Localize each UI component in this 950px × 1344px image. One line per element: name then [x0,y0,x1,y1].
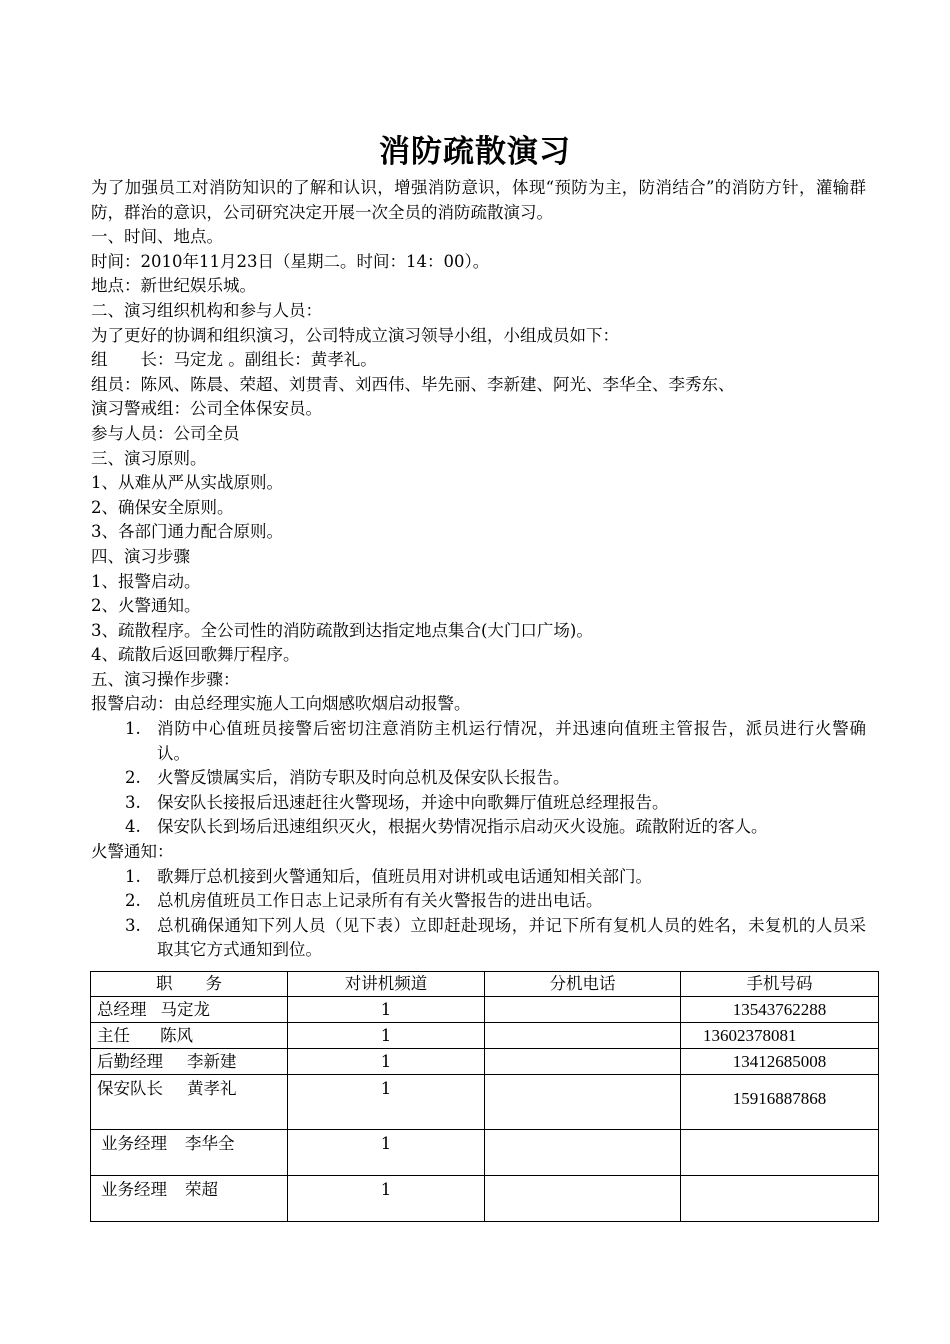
mobile-cell [681,1130,879,1176]
list-text: 消防中心值班员接警后密切注意消防主机运行情况，并迅速向值班主管报告，派员进行火警确认。 [157,719,866,763]
alarm-intro: 报警启动：由总经理实施人工向烟感吹烟启动报警。 [91,694,471,714]
channel-cell: 1 [288,1023,485,1049]
mobile-cell: 13412685008 [681,1049,879,1075]
alarm-step [91,766,866,791]
group-members: 组员：陈风、陈晨、荣超、刘贯青、刘西伟、毕先丽、李新建、阿光、李华全、李秀东、 [91,374,735,394]
channel-cell: 1 [288,997,485,1023]
table-row [91,1023,879,1049]
column-header-mobile: 手机号码 [681,972,879,997]
channel-cell: 1 [288,1049,485,1075]
role-cell: 业务经理 荣超 [91,1176,288,1222]
notify-step [91,914,866,963]
guard-group: 演习警戒组：公司全体保安员。 [91,399,322,419]
extension-cell [485,1075,681,1130]
list-number: 4. [125,817,141,837]
notify-step [91,889,866,914]
column-header-extension: 分机电话 [485,972,681,997]
section-3-heading: 三、演习原则。 [91,448,207,468]
extension-cell [485,997,681,1023]
role-cell: 保安队长 黄孝礼 [91,1075,288,1130]
step-item: 3、疏散程序。全公司性的消防疏散到达指定地点集合(大门口广场)。 [91,620,593,640]
role-cell: 主任 陈风 [91,1023,288,1049]
principle-item: 2、确保安全原则。 [91,497,234,517]
extension-cell [485,1176,681,1222]
list-number: 1. [125,719,141,739]
principle-item: 3、各部门通力配合原则。 [91,522,283,542]
mobile-cell: 13543762288 [681,997,879,1023]
table-row [91,1075,879,1130]
column-header-channel: 对讲机频道 [288,972,485,997]
notify-steps-list [91,865,866,963]
table-header-row [91,972,879,997]
section-4-heading: 四、演习步骤 [91,546,190,566]
list-text: 总机房值班员工作日志上记录所有有关火警报告的进出电话。 [157,891,603,911]
role-cell: 业务经理 李华全 [91,1130,288,1176]
extension-cell [485,1049,681,1075]
mobile-cell: 15916887868 [681,1075,879,1130]
participants: 参与人员：公司全员 [91,423,240,443]
list-text: 保安队长到场后迅速组织灭火，根据火势情况指示启动灭火设施。疏散附近的客人。 [157,817,768,837]
extension-cell [485,1130,681,1176]
principle-item: 1、从难从严从实战原则。 [91,473,283,493]
table-row [91,1176,879,1222]
contact-table [90,971,879,1222]
section-2-heading: 二、演习组织机构和参与人员： [91,300,322,320]
channel-cell: 1 [288,1176,485,1222]
extension-cell [485,1023,681,1049]
drill-place: 地点：新世纪娱乐城。 [91,276,256,296]
drill-time: 时间：2010年11月23日（星期二。时间：14：00）。 [91,251,490,271]
notify-step [91,865,866,890]
column-header-role: 职 务 [91,972,288,997]
list-text: 火警反馈属实后，消防专职及时向总机及保安队长报告。 [157,768,570,788]
list-text: 保安队长接报后迅速赶往火警现场，并途中向歌舞厅值班总经理报告。 [157,792,669,812]
channel-cell: 1 [288,1075,485,1130]
group-leaders: 组 长：马定龙 。副组长：黄孝礼。 [91,350,377,370]
mobile-cell: 13602378081 [681,1023,879,1049]
table-row [91,1049,879,1075]
document-title: 消防疏散演习 [379,134,571,170]
notify-heading: 火警通知： [91,842,174,862]
step-item: 2、火警通知。 [91,596,201,616]
channel-cell: 1 [288,1130,485,1176]
role-cell: 后勤经理 李新建 [91,1049,288,1075]
table-row [91,1130,879,1176]
role-cell: 总经理 马定龙 [91,997,288,1023]
alarm-steps-list [91,717,866,840]
list-number: 2. [125,891,141,911]
list-number: 3. [125,915,141,935]
document-body [91,176,866,963]
mobile-cell [681,1176,879,1222]
intro-paragraph: 为了加强员工对消防知识的了解和认识，增强消防意识，体现“预防为主，防消结合”的消防方针，灌输群防，群治的意识，公司研究决定开展一次全员的消防疏散演习。 [91,178,866,222]
alarm-step [91,717,866,766]
list-number: 2. [125,768,141,788]
step-item: 4、疏散后返回歌舞厅程序。 [91,645,300,665]
organization-intro: 为了更好的协调和组织演习，公司特成立演习领导小组，小组成员如下： [91,325,619,345]
step-item: 1、报警启动。 [91,571,201,591]
alarm-step [91,791,866,816]
section-1-heading: 一、时间、地点。 [91,227,223,247]
alarm-step [91,815,866,840]
list-text: 总机确保通知下列人员（见下表）立即赶赴现场，并记下所有复机人员的姓名，未复机的人员采取其它方式通知到位。 [157,915,866,960]
table-row [91,997,879,1023]
list-number: 1. [125,866,141,886]
section-5-heading: 五、演习操作步骤： [91,669,240,689]
list-text: 歌舞厅总机接到火警通知后，值班员用对讲机或电话通知相关部门。 [157,866,652,886]
list-number: 3. [125,792,141,812]
